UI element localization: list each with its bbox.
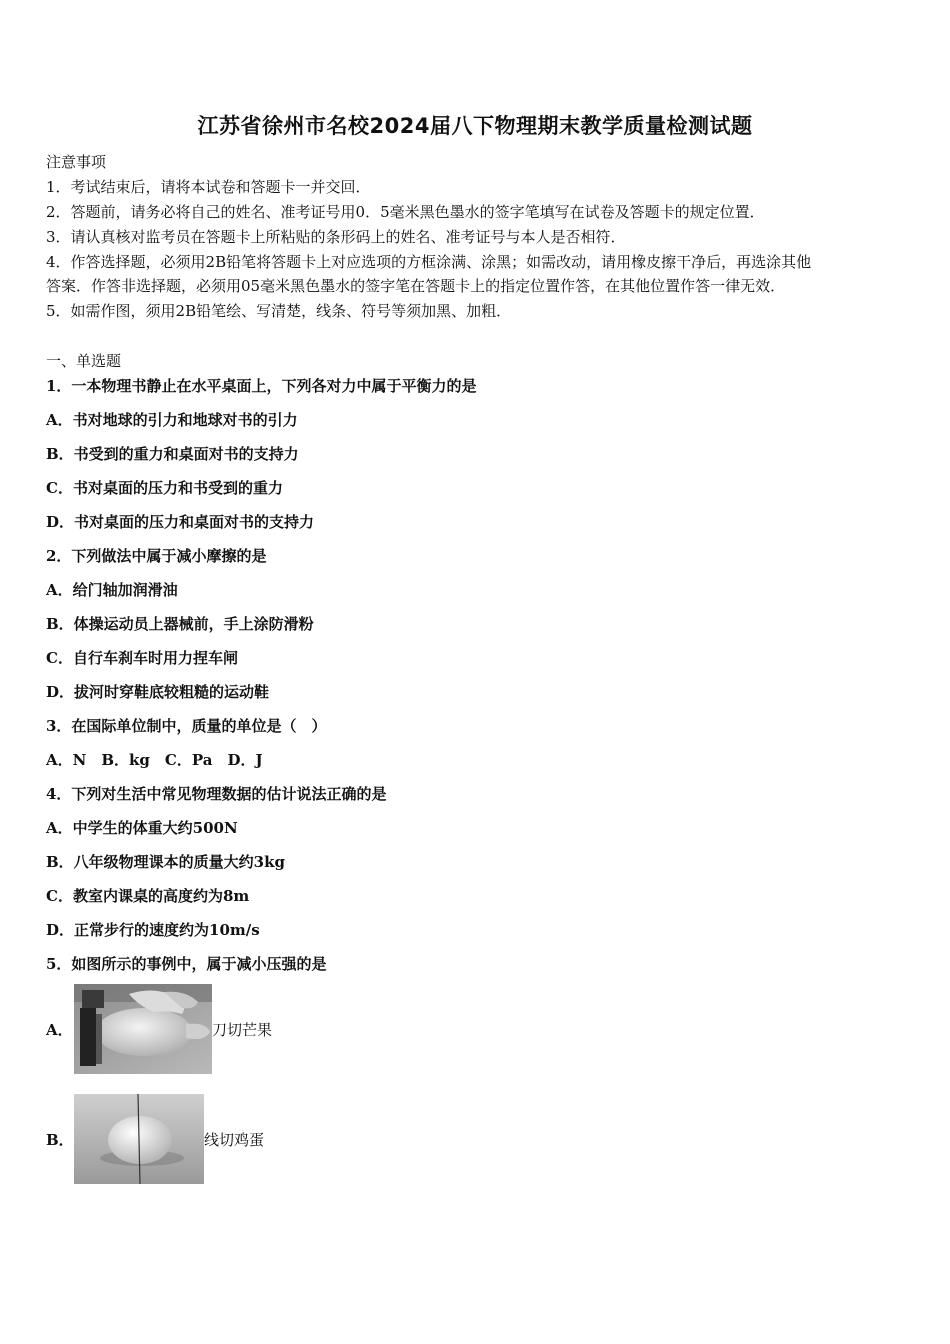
- question-option: C．书对桌面的压力和书受到的重力: [46, 479, 283, 497]
- question-option: B．体操运动员上器械前，手上涂防滑粉: [46, 615, 314, 633]
- notice-item: 3．请认真核对监考员在答题卡上所粘贴的条形码上的姓名、准考证号与本人是否相符．: [46, 228, 626, 246]
- notice-item: 1．考试结束后，请将本试卷和答题卡一并交回．: [46, 178, 371, 196]
- question-option: D．书对桌面的压力和桌面对书的支持力: [46, 513, 315, 531]
- question-option: D．正常步行的速度约为10m/s: [46, 921, 260, 939]
- image-option-a: [46, 984, 272, 1074]
- image-option-b: [46, 1094, 264, 1184]
- question-stem: 3．在国际单位制中，质量的单位是（ ）: [46, 717, 327, 735]
- question-option: A．给门轴加润滑油: [46, 581, 178, 599]
- question-option: B．八年级物理课本的质量大约3kg: [46, 853, 285, 871]
- question-option: A．书对地球的引力和地球对书的引力: [46, 411, 298, 429]
- question-option: C．自行车刹车时用力捏车闸: [46, 649, 238, 667]
- option-caption: 刀切芒果: [212, 1020, 273, 1039]
- option-caption: 线切鸡蛋: [204, 1130, 265, 1149]
- question-option: C．教室内课桌的高度约为8m: [46, 887, 250, 905]
- notice-heading: 注意事项: [46, 153, 107, 171]
- notice-item: 4．作答选择题，必须用2B铅笔将答题卡上对应选项的方框涂满、涂黑；如需改动，请用橡皮擦干净后，再选涂其他: [46, 253, 812, 271]
- question-options-inline: A．N B．kg C．Pa D．J: [46, 751, 263, 769]
- question-stem: 1．一本物理书静止在水平桌面上，下列各对力中属于平衡力的是: [46, 377, 477, 395]
- question-stem: 4．下列对生活中常见物理数据的估计说法正确的是: [46, 785, 387, 803]
- notice-item: 2．答题前，请务必将自己的姓名、准考证号用0．5毫米黑色墨水的签字笔填写在试卷及答题卡的规定位置．: [46, 203, 765, 221]
- notice-item: 答案．作答非选择题，必须用05毫米黑色墨水的签字笔在答题卡上的指定位置作答，在其他位置作答一律无效．: [46, 277, 786, 295]
- question-option: B．书受到的重力和桌面对书的支持力: [46, 445, 299, 463]
- thread-cutting-egg-photo-icon: [74, 1094, 204, 1184]
- section-heading: 一、单选题: [46, 352, 122, 370]
- question-option: D．拔河时穿鞋底较粗糙的运动鞋: [46, 683, 270, 701]
- notice-item: 5．如需作图，须用2B铅笔绘、写清楚，线条、符号等须加黑、加粗．: [46, 302, 512, 320]
- page-title: 江苏省徐州市名校2024届八下物理期末教学质量检测试题: [197, 114, 753, 138]
- option-label: A．: [46, 1020, 73, 1039]
- question-stem: 5．如图所示的事例中，属于减小压强的是: [46, 955, 327, 973]
- question-option: A．中学生的体重大约500N: [46, 819, 238, 837]
- knife-cutting-mango-photo-icon: [74, 984, 212, 1074]
- option-label: B．: [46, 1130, 74, 1149]
- question-stem: 2．下列做法中属于减小摩擦的是: [46, 547, 267, 565]
